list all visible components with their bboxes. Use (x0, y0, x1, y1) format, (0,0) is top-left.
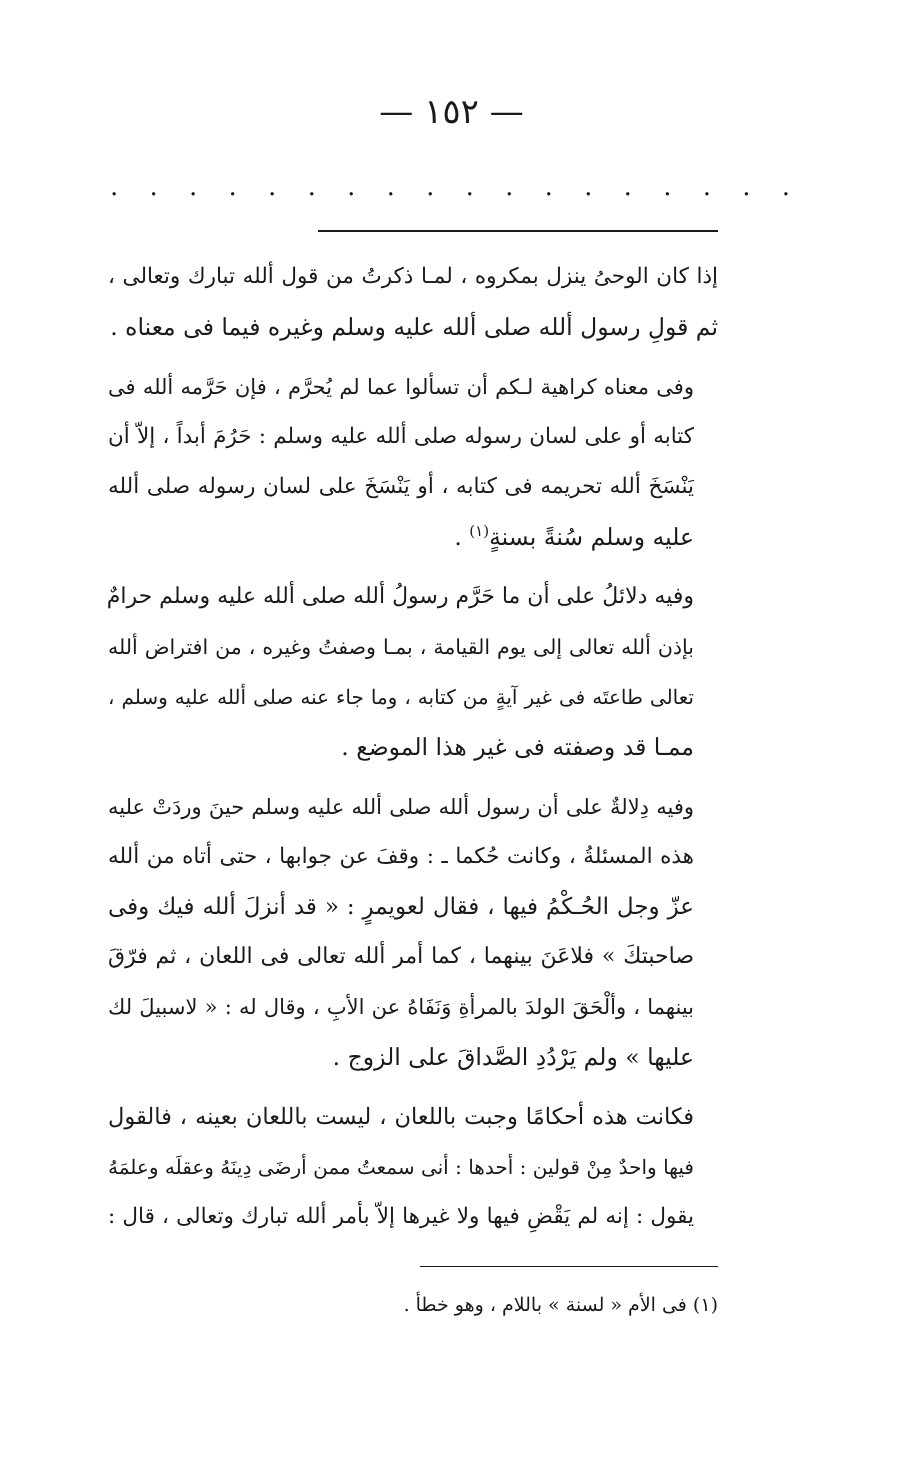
text-line (108, 512, 718, 562)
text-line: وفيه دلائلُ على أن ما حَرَّم رسولُ ألله صلى ألله عليه وسلم حرامٌ (106, 584, 694, 609)
footnote-rule (420, 1266, 718, 1267)
text-line: ثم قولِ رسول ألله صلى ألله عليه وسلم وغيره فيما فى معناه . (110, 313, 718, 341)
paragraph-2 (108, 362, 718, 562)
paragraph-4 (108, 782, 718, 1082)
text-line: وفيه دِلالةٌ على أن رسول ألله صلى ألله عليه وسلم حينَ وردَتْ عليه (108, 795, 694, 819)
page-number: — ١٥٢ — (379, 92, 524, 132)
footnote: (١) فى الأم « لسنة » باللام ، وهو خطأ . (403, 1294, 718, 1316)
text-line: عزّ وجل الحُـكْمُ فيها ، فقال لعويمرٍ : « قد أنزلَ ألله فيك وفى (108, 894, 694, 920)
header-rule (318, 230, 718, 232)
text-line: صاحبتكَ » فلاعَنَ بينهما ، كما أمر ألله تعالى فى اللعان ، ثم فرّقَ (108, 944, 694, 969)
text-line: فكانت هذه أحكامًا وجبت باللعان ، ليست باللعان بعينه ، فالقول (108, 1104, 694, 1130)
text-line: بإذن ألله تعالى إلى يوم القيامة ، بمـا وصفتُ وغيره ، من افتراض ألله (108, 635, 694, 659)
text-line: ممـا قد وصفته فى غير هذا الموضع . (341, 733, 694, 761)
text-line: تعالى طاعتَه فى غير آيةٍ من كتابه ، وما جاء عنه صلى ألله عليه وسلم ، (108, 685, 694, 709)
paragraph-5 (108, 1092, 718, 1242)
ellipsis-row: . . . . . . . . . . . . . . . . . . (110, 172, 790, 202)
text-fragment: . (454, 523, 470, 551)
paragraph-3 (108, 572, 718, 772)
body-text (108, 252, 718, 1252)
text-line: كتابه أو على لسان رسوله صلى ألله عليه وسلم : حَرُمَ أبداً ، إلاّ أن (108, 424, 694, 449)
text-line: يَنْسَخَ ألله تحريمه فى كتابه ، أو يَنْسَخَ على لسان رسوله صلى ألله (108, 474, 694, 499)
text-line: إذا كان الوحىُ ينزل بمكروه ، لمـا ذكرتُ من قول ألله تبارك وتعالى ، (108, 264, 718, 289)
text-line: يقول : إنه لم يَقْضِ فيها ولا غيرها إلاّ بأمر ألله تبارك وتعالى ، قال : (108, 1204, 694, 1229)
text-line: فيها واحدٌ مِنْ قولين : أحدها : أنى سمعتُ ممن أرضَى دِينَهُ وعقلَه وعلمَهُ (108, 1155, 694, 1179)
text-line: هذه المسئلةُ ، وكانت حُكما ـ : وقفَ عن جوابها ، حتى أتاه من ألله (108, 844, 694, 869)
paragraph-1 (108, 252, 718, 352)
text-fragment: عليه وسلم سُنةً بسنةٍ (489, 523, 694, 551)
text-line: وفى معناه كراهية لـكم أن تسألوا عما لم يُحرَّم ، فإن حَرَّمه ألله فى (108, 375, 694, 399)
text-line: عليها » ولم يَرْدُدِ الصَّداقَ على الزوج . (332, 1043, 694, 1071)
text-line: بينهما ، وألْحَقَ الولدَ بالمرأةِ وَنَفَاهُ عن الأبِ ، وقال له : « لاسبيلَ لك (108, 995, 694, 1019)
footnote-reference[interactable]: (١) (469, 522, 490, 541)
